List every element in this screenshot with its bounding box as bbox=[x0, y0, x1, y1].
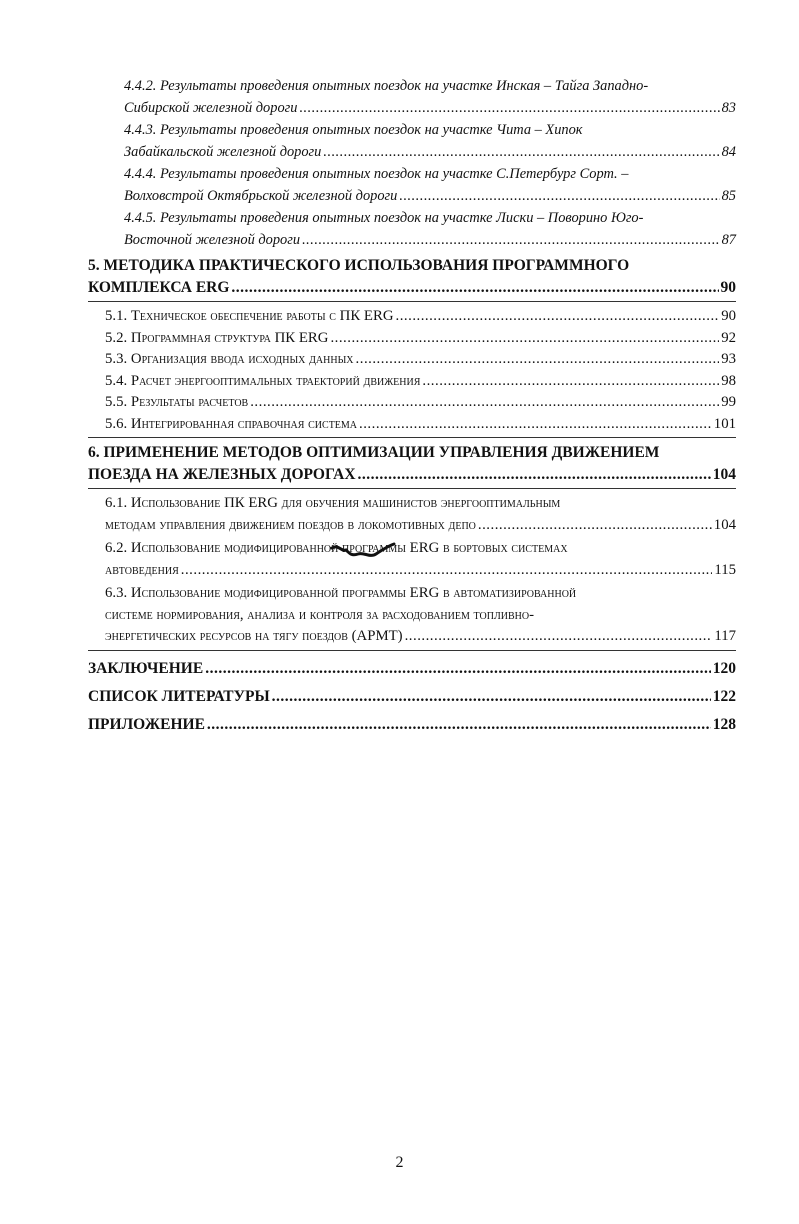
toc-page-number: 87 bbox=[721, 232, 736, 248]
toc-entry-title: 5.4. Расчет энергооптимальных траекторий движения bbox=[105, 372, 421, 389]
divider bbox=[88, 437, 736, 438]
toc-entry-5-6[interactable] bbox=[88, 414, 736, 436]
toc-entry-title: ЗАКЛЮЧЕНИЕ bbox=[88, 659, 204, 677]
toc-chapter-title: 6. ПРИМЕНЕНИЕ МЕТОДОВ ОПТИМИЗАЦИИ УПРАВЛЕНИЯ ДВИЖЕНИЕМ bbox=[88, 444, 660, 461]
toc-page-number: 120 bbox=[712, 659, 736, 677]
toc-chapter-title-cont: ПОЕЗДА НА ЖЕЛЕЗНЫХ ДОРОГАХ bbox=[88, 466, 356, 483]
toc-page-number: 104 bbox=[712, 466, 736, 483]
leader-dots bbox=[358, 464, 711, 486]
leader-dots bbox=[330, 328, 719, 350]
toc-entry-5-4[interactable] bbox=[88, 371, 736, 393]
leader-dots bbox=[396, 306, 720, 328]
leader-dots bbox=[302, 229, 720, 251]
toc-entry-title: 5.6. Интегрированная справочная система bbox=[105, 415, 358, 432]
toc-entry-6-3[interactable] bbox=[88, 583, 736, 648]
toc-entry-5-2[interactable] bbox=[88, 328, 736, 350]
toc-entry-title: 4.4.2. Результаты проведения опытных поездок на участке Инская – Тайга Западно- bbox=[124, 78, 649, 94]
ink-mark bbox=[330, 542, 400, 564]
toc-entry-title-cont: системе нормирования, анализа и контроля за расходованием топливно- bbox=[105, 606, 535, 623]
toc-entry-4-4-2[interactable] bbox=[88, 75, 736, 119]
toc-entry-title: 5.5. Результаты расчетов bbox=[105, 394, 249, 410]
toc-entry-title-cont: Забайкальской железной дороги bbox=[124, 144, 322, 160]
toc-page-number: 92 bbox=[721, 329, 736, 346]
toc-page-number: 93 bbox=[721, 351, 736, 367]
page-number: 2 bbox=[395, 1154, 404, 1171]
leader-dots bbox=[356, 349, 720, 371]
toc-page-number: 115 bbox=[714, 561, 736, 578]
divider bbox=[88, 650, 736, 651]
toc-entry-4-4-5[interactable] bbox=[88, 207, 736, 251]
toc-entry-title: 6.1. Использование ПК ERG для обучения машинистов энергооптимальным bbox=[105, 495, 561, 511]
toc-entry-title-cont: автоведения bbox=[105, 561, 179, 578]
toc-entry-4-4-4[interactable] bbox=[88, 163, 736, 207]
toc-page-number: 83 bbox=[721, 100, 736, 116]
table-of-contents bbox=[88, 75, 736, 739]
toc-page-number: 104 bbox=[713, 516, 736, 533]
toc-entry-title-cont: энергетических ресурсов на тягу поездов (АРМТ) bbox=[105, 628, 403, 644]
toc-entry-title: 5.2. Программная структура ПК ERG bbox=[105, 329, 329, 346]
toc-entry-title-cont: Восточной железной дороги bbox=[124, 232, 301, 248]
leader-dots bbox=[231, 277, 718, 299]
toc-appendix[interactable] bbox=[88, 711, 736, 739]
leader-dots bbox=[405, 626, 713, 648]
toc-page-number: 117 bbox=[714, 628, 736, 644]
toc-chapter-title: 5. МЕТОДИКА ПРАКТИЧЕСКОГО ИСПОЛЬЗОВАНИЯ ПРОГРАММНОГО bbox=[88, 257, 630, 274]
toc-entry-title: 4.4.4. Результаты проведения опытных поездок на участке С.Петербург Сорт. – bbox=[124, 166, 629, 182]
toc-conclusion[interactable] bbox=[88, 655, 736, 683]
toc-entry-5-5[interactable] bbox=[88, 392, 736, 414]
toc-entry-title: 5.1. Техническое обеспечение работы с ПК ERG bbox=[105, 308, 394, 324]
toc-chapter-title-cont: КОМПЛЕКСА ERG bbox=[88, 279, 230, 296]
toc-entry-title: 5.3. Организация ввода исходных данных bbox=[105, 351, 354, 367]
toc-page-number: 98 bbox=[721, 372, 736, 389]
leader-dots bbox=[422, 371, 719, 393]
divider bbox=[88, 488, 736, 489]
leader-dots bbox=[399, 185, 719, 207]
leader-dots bbox=[250, 392, 719, 414]
toc-entry-6-1[interactable] bbox=[88, 493, 736, 536]
leader-dots bbox=[272, 683, 711, 711]
leader-dots bbox=[359, 414, 712, 436]
toc-page-number: 101 bbox=[713, 415, 736, 432]
toc-entry-title: 6.3. Использование модифицированной программы ERG в автоматизированной bbox=[105, 585, 577, 601]
toc-entry-5-1[interactable] bbox=[88, 306, 736, 328]
toc-entry-title: 4.4.5. Результаты проведения опытных поездок на участке Лиски – Поворино Юго- bbox=[124, 210, 644, 226]
leader-dots bbox=[323, 141, 719, 163]
toc-entry-title: СПИСОК ЛИТЕРАТУРЫ bbox=[88, 687, 270, 705]
toc-entry-4-4-3[interactable] bbox=[88, 119, 736, 163]
toc-page-number: 85 bbox=[721, 188, 736, 204]
toc-page-number: 122 bbox=[712, 687, 736, 705]
toc-entry-title-cont: Сибирской железной дороги bbox=[124, 100, 298, 116]
leader-dots bbox=[478, 515, 712, 537]
toc-entry-title: 6.2. Использование модифицированной программы ERG в бортовых системах bbox=[105, 540, 568, 556]
toc-page-number: 90 bbox=[720, 279, 736, 296]
divider bbox=[88, 301, 736, 302]
toc-references[interactable] bbox=[88, 683, 736, 711]
leader-dots bbox=[207, 711, 711, 739]
leader-dots bbox=[205, 655, 711, 683]
toc-entry-title-cont: Волховстрой Октябрьской железной дороги bbox=[124, 188, 398, 204]
leader-dots bbox=[299, 97, 719, 119]
toc-chapter-6[interactable] bbox=[88, 442, 736, 486]
toc-entry-title: 4.4.3. Результаты проведения опытных поездок на участке Чита – Хипок bbox=[124, 122, 583, 138]
toc-page-number: 99 bbox=[721, 394, 736, 410]
toc-chapter-5[interactable] bbox=[88, 255, 736, 299]
toc-entry-6-2[interactable] bbox=[88, 538, 736, 581]
toc-page-number: 84 bbox=[721, 144, 736, 160]
toc-entry-title: ПРИЛОЖЕНИЕ bbox=[88, 715, 205, 733]
toc-page-number: 90 bbox=[721, 308, 736, 324]
toc-entry-5-3[interactable] bbox=[88, 349, 736, 371]
toc-page-number: 128 bbox=[712, 715, 736, 733]
leader-dots bbox=[181, 560, 713, 582]
toc-entry-title-cont: методам управления движением поездов в локомотивных депо bbox=[105, 516, 476, 533]
